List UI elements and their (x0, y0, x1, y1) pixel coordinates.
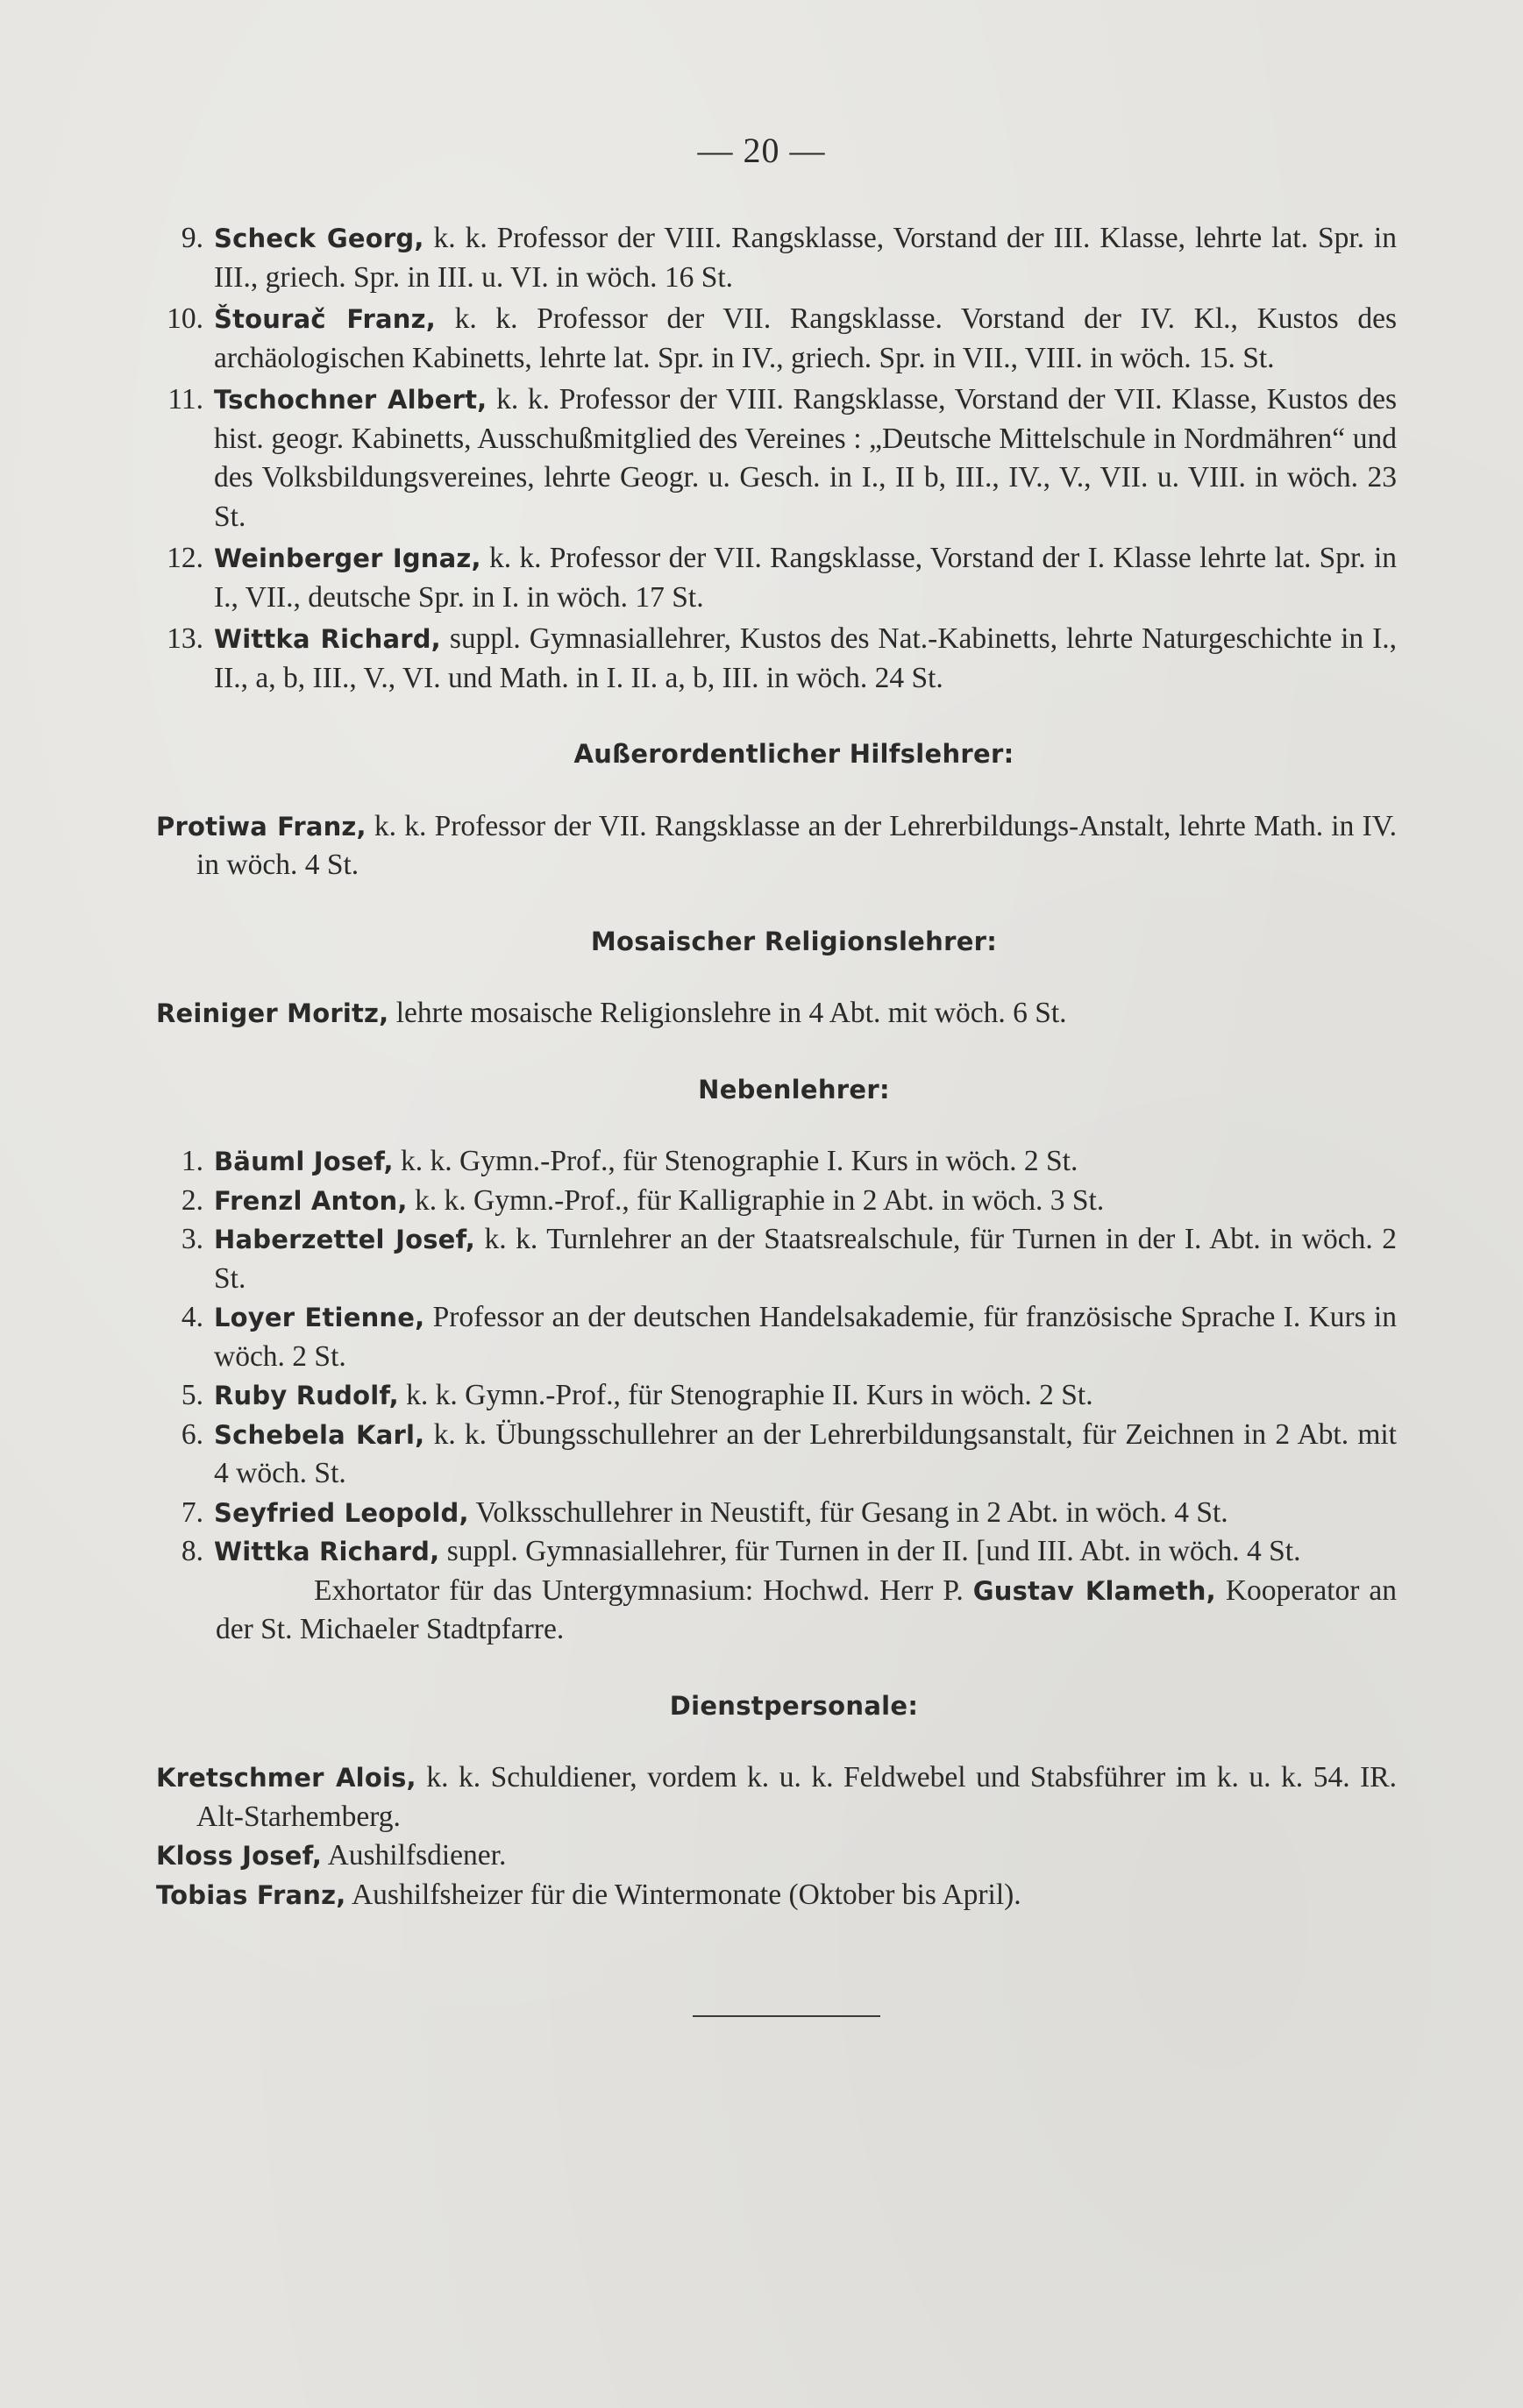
list-item (156, 1220, 1397, 1298)
teacher-description: k. k. Professor der VIII. Rangsklasse, Vorstand der III. Klasse, lehrte lat. Spr. in III., griech. Spr. in III. u. VI. in wöch. 16 St. (214, 222, 1397, 294)
staff-item (156, 1836, 1397, 1876)
teacher-description: lehrte mosaische Religionslehre in 4 Abt. mit wöch. 6 St. (388, 997, 1067, 1029)
teacher-name: Tschochner Albert, (214, 385, 488, 415)
list-item (156, 1142, 1397, 1182)
staff-name: Kretschmer Alois, (156, 1763, 416, 1793)
list-item (156, 539, 1397, 617)
item-number: 2. (181, 1183, 203, 1217)
teacher-description: k. k. Professor der VII. Rangsklasse. Vorstand der IV. Kl., Kustos des archäologischen Kabinetts, lehrte lat. Spr. in IV., griech. Spr. in VII., VIII. in wöch. 15. St. (214, 302, 1397, 374)
teacher-name: Schebela Karl, (214, 1419, 425, 1450)
item-number: 13. (167, 622, 203, 655)
exhortator-paragraph (156, 1572, 1397, 1650)
page-number: — 20 — (697, 131, 826, 170)
staff-name: Tobias Franz, (156, 1879, 346, 1910)
list-item (156, 1532, 1397, 1572)
extra-teacher (156, 807, 1397, 885)
teacher-description: k. k. Professor der VII. Rangsklasse an der Lehrerbildungs-Anstalt, lehrte Math. in IV. in wöch. 4 St. (196, 809, 1397, 881)
teacher-name: Haberzettel Josef, (214, 1225, 475, 1254)
list-item (156, 1494, 1397, 1533)
teacher-description: suppl. Gymnasiallehrer, für Turnen in der II. [und III. Abt. in wöch. 4 St. (439, 1535, 1301, 1567)
teacher-name: Weinberger Ignaz, (214, 543, 481, 573)
page-body (156, 219, 1397, 1914)
teacher-description: k. k. Gymn.-Prof., für Kalligraphie in 2 Abt. in wöch. 3 St. (407, 1183, 1105, 1217)
teacher-description: k. k. Gymn.-Prof., für Stenographie I. Kurs in wöch. 2 St. (393, 1145, 1078, 1177)
closing-rule (693, 2015, 880, 2017)
staff-description: k. k. Schuldiener, vordem k. u. k. Feldwebel und Stabsführer im k. u. k. 54. IR. Alt-Starhemberg. (196, 1761, 1397, 1833)
staff-item (156, 1758, 1397, 1836)
item-number: 6. (181, 1417, 203, 1451)
teacher-name: Reiniger Moritz, (156, 998, 389, 1028)
section-heading-staff: Dienstpersonale: (669, 1690, 919, 1721)
list-item (156, 1298, 1397, 1376)
teacher-name: Scheck Georg, (214, 224, 424, 253)
teacher-name: Protiwa Franz, (156, 811, 367, 842)
item-number: 11. (167, 383, 203, 416)
item-number: 8. (181, 1535, 203, 1567)
teacher-description: Professor an der deutschen Handelsakademie, für französische Sprache I. Kurs in wöch. 2 St. (214, 1301, 1397, 1373)
list-item (156, 300, 1397, 378)
item-number: 4. (181, 1301, 203, 1333)
staff-description: Aushilfsheizer für die Wintermonate (Oktober bis April). (345, 1878, 1021, 1911)
staff-name: Kloss Josef, (156, 1841, 323, 1871)
teacher-name: Wittka Richard, (214, 624, 441, 654)
teacher-name: Bäuml Josef, (214, 1147, 394, 1176)
teacher-description: Volksschullehrer in Neustift, für Gesang in 2 Abt. in wöch. 4 St. (468, 1495, 1228, 1529)
list-item (156, 219, 1397, 297)
item-number: 7. (181, 1495, 203, 1529)
exhortator-text-before: Exhortator für das Untergymnasium: Hochwd. Herr P. (314, 1573, 973, 1607)
section-heading-extra: Außerordentlicher Hilfslehrer: (573, 739, 1014, 769)
section-heading-side: Nebenlehrer: (698, 1074, 890, 1105)
teacher-name: Štourač Franz, (214, 304, 436, 334)
teacher-name: Wittka Richard, (214, 1537, 440, 1566)
teacher-description: k. k. Gymn.-Prof., für Stenographie II. Kurs in wöch. 2 St. (398, 1379, 1093, 1411)
item-number: 12. (167, 542, 203, 574)
list-item (156, 1416, 1397, 1494)
teacher-name: Frenzl Anton, (214, 1185, 408, 1216)
religion-teacher (156, 994, 1397, 1034)
item-number: 9. (181, 222, 203, 254)
item-number: 10. (167, 302, 203, 335)
exhortator-name: Gustav Klameth, (972, 1575, 1216, 1606)
teacher-description: k. k. Professor der VII. Rangsklasse, Vorstand der I. Klasse lehrte lat. Spr. in I., VII., deutsche Spr. in I. in wöch. 17 St. (214, 542, 1397, 614)
exhortator-text-after: Kooperator an der St. Michaeler Stadtpfarre. (216, 1573, 1398, 1645)
teacher-name: Seyfried Leopold, (214, 1497, 469, 1528)
teacher-description: k. k. Professor der VIII. Rangsklasse, Vorstand der VII. Klasse, Kustos des hist. geogr. Kabinetts, Ausschußmitglied des Vereines : „Deutsche Mittelschule in Nordmähren“ und des Volksbildungsvereines, lehrte Geogr. u. Gesch. in I., II b, III., IV., V., VII. u. VIII. in wöch. 23 St. (214, 383, 1397, 533)
teacher-name: Ruby Rudolf, (214, 1381, 399, 1410)
item-number: 1. (181, 1145, 203, 1177)
section-heading-religion: Mosaischer Religionslehrer: (590, 926, 998, 956)
list-item (156, 1182, 1397, 1221)
item-number: 5. (181, 1379, 203, 1411)
list-item (156, 620, 1397, 698)
teacher-description: k. k. Turnlehrer an der Staatsrealschule, für Turnen in der I. Abt. in wöch. 2 St. (214, 1223, 1398, 1295)
teacher-name: Loyer Etienne, (214, 1303, 425, 1332)
teacher-description: k. k. Übungsschullehrer an der Lehrerbildungsanstalt, für Zeichnen in 2 Abt. mit 4 wöch. St. (214, 1417, 1397, 1489)
list-item (156, 1376, 1397, 1416)
staff-description: Aushilfsdiener. (322, 1839, 507, 1872)
teacher-description: suppl. Gymnasiallehrer, Kustos des Nat.-Kabinetts, lehrte Naturgeschichte in I., II., a, b, III., V., VI. und Math. in I. II. a, b, III. in wöch. 24 St. (214, 622, 1398, 694)
list-item (156, 380, 1397, 536)
staff-item (156, 1876, 1397, 1915)
item-number: 3. (181, 1223, 203, 1255)
